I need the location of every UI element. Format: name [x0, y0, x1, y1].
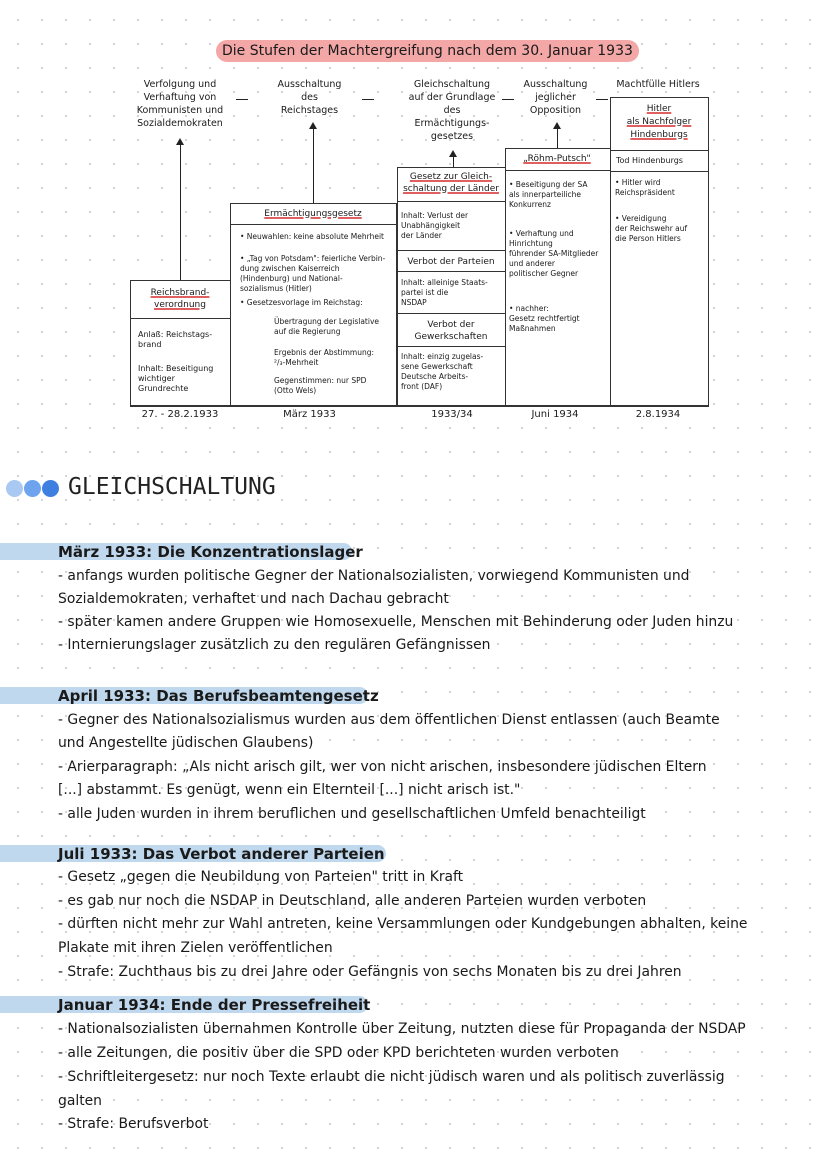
divider — [505, 170, 610, 171]
ermaechtigung-bullet-3: • Gesetzesvorlage im Reichstag: — [240, 298, 363, 307]
ermaechtigung-bullet-2: • „Tag von Potsdam": feierliche Verbin- dung zwischen Kaiserreich (Hindenburg) und National- sozialismus (Hitler) — [240, 254, 386, 293]
divider — [397, 271, 505, 272]
diagram-title: Die Stufen der Machtergreifung nach dem 30. Januar 1933 — [216, 40, 639, 62]
text-line: - Arierparagraph: „Als nicht arisch gilt, wer von nicht arischen, insbesondere jüdischen Eltern — [58, 759, 707, 775]
date-3: 1933/34 — [431, 409, 473, 420]
divider — [230, 224, 396, 225]
text-line: - es gab nur noch die NSDAP in Deutschland, alle anderen Parteien wurden verboten — [58, 893, 647, 909]
ermaechtigung-bullet-1: • Neuwahlen: keine absolute Mehrheit — [240, 232, 384, 241]
text-line: Plakate mit ihren Zielen veröffentlichen — [58, 940, 333, 956]
machtfuelle-bullet-2: • Vereidigung der Reichswehr auf die Person Hitlers — [615, 214, 688, 243]
date-5: 2.8.1934 — [635, 409, 681, 420]
parteienverbot-heading: Verbot der Parteien — [407, 257, 495, 267]
date-2: März 1933 — [283, 409, 336, 420]
top-label-reichstag: Ausschaltung des Reichstages — [277, 79, 342, 116]
divider — [610, 150, 708, 151]
machtfuelle-bullet-1: • Hitler wird Reichspräsident — [615, 178, 675, 197]
text-line: Sozialdemokraten, verhaftet und nach Dachau gebracht — [58, 591, 449, 607]
divider — [397, 250, 505, 251]
reichsbrand-inhalt: Inhalt: Beseitigung wichtiger Grundrechte — [138, 364, 214, 393]
text-line: - dürften nicht mehr zur Wahl antreten, keine Versammlungen oder Kundgebungen abhalten, keine — [58, 916, 748, 932]
text-line: [...] abstammt. Es genügt, wenn ein Elternteil [...] nicht arisch ist." — [58, 782, 521, 798]
arrow-up-icon — [180, 144, 181, 280]
divider — [610, 171, 708, 172]
ermaechtigung-sub-1: Übertragung der Legislative auf die Regierung — [274, 317, 379, 336]
decor-dot-icon — [42, 480, 59, 497]
reichsbrand-anlass: Anlaß: Reichstags- brand — [138, 330, 213, 349]
text-line: - Gesetz „gegen die Neubildung von Parteien" tritt in Kraft — [58, 869, 464, 885]
roehm-bullet-3: • nachher: Gesetz rechtfertigt Maßnahmen — [509, 304, 580, 333]
roehm-heading: „Röhm-Putsch" — [523, 154, 591, 164]
connector-dash — [502, 99, 514, 100]
top-label-machtfuelle: Machtfülle Hitlers — [616, 79, 700, 90]
ermaechtigung-heading: Ermächtigungsgesetz — [264, 209, 362, 219]
gewerkschaften-inhalt: Inhalt: einzig zugelas- sene Gewerkschaft Deutsche Arbeits- front (DAF) — [401, 352, 484, 391]
ermaechtigung-sub-2: Ergebnis der Abstimmung: ²/₃-Mehrheit — [274, 348, 375, 367]
divider — [397, 313, 505, 314]
section-title: März 1933: Die Konzentrationslager — [58, 543, 363, 561]
text-line: - Strafe: Zuchthaus bis zu drei Jahre oder Gefängnis von sechs Monaten bis zu drei Jahren — [58, 964, 682, 980]
roehm-bullet-1: • Beseitigung der SA als innerparteiliche Konkurrenz — [509, 180, 588, 209]
gleichschaltung-heading: Gesetz zur Gleich- schaltung der Länder — [403, 172, 499, 194]
date-4: Juni 1934 — [531, 409, 579, 420]
connector-dash — [596, 99, 608, 100]
timeline-baseline — [130, 405, 708, 406]
text-line: - Internierungslager zusätzlich zu den regulären Gefängnissen — [58, 637, 491, 653]
top-label-verfolgung: Verfolgung und Verhaftung von Kommunisten und Sozialdemokraten — [136, 79, 224, 129]
text-line: galten — [58, 1093, 102, 1109]
text-line: - Gegner des Nationalsozialismus wurden aus dem öffentlichen Dienst entlassen (auch Beamte — [58, 712, 720, 728]
text-line: - später kamen andere Gruppen wie Homosexuelle, Menschen mit Behinderung oder Juden hinzu — [58, 614, 734, 630]
text-line: und Angestellte jüdischen Glaubens) — [58, 735, 314, 751]
connector-dash — [362, 99, 374, 100]
parteienverbot-inhalt: Inhalt: alleinige Staats- partei ist die NSDAP — [401, 278, 488, 307]
text-line: - Schriftleitergesetz: nur noch Texte erlaubt die nicht jüdisch waren und als politisch zuverlässig — [58, 1069, 725, 1085]
text-line: - alle Zeitungen, die positiv über die SPD oder KPD berichteten wurden verboten — [58, 1045, 619, 1061]
divider — [397, 201, 505, 202]
gleichschaltung-inhalt-1: Inhalt: Verlust der Unabhängigkeit der Länder — [401, 211, 469, 240]
ermaechtigung-sub-3: Gegenstimmen: nur SPD (Otto Wels) — [274, 376, 367, 395]
section-title: Juli 1933: Das Verbot anderer Parteien — [58, 845, 385, 863]
decor-dot-icon — [6, 480, 23, 497]
arrow-up-icon — [557, 128, 558, 148]
divider — [397, 346, 505, 347]
date-1: 27. - 28.2.1933 — [141, 409, 219, 420]
tod-hindenburgs: Tod Hindenburgs — [616, 156, 683, 165]
text-line: - Strafe: Berufsverbot — [58, 1116, 209, 1132]
top-label-opposition: Ausschaltung jeglicher Opposition — [523, 79, 588, 116]
decor-dot-icon — [24, 480, 41, 497]
gewerkschaften-heading: Verbot der Gewerkschaften — [414, 320, 488, 342]
reichsbrand-heading: Reichsbrand- verordnung — [150, 288, 210, 310]
section-heading: GLEICHSCHALTUNG — [68, 474, 276, 500]
section-title: Januar 1934: Ende der Pressefreiheit — [58, 996, 371, 1014]
divider — [130, 318, 230, 319]
text-line: - Nationalsozialisten übernahmen Kontrolle über Zeitung, nutzten diese für Propaganda der NSDAP — [58, 1021, 746, 1037]
text-line: - alle Juden wurden in ihrem beruflichen und gesellschaftlichen Umfeld benachteiligt — [58, 806, 646, 822]
top-label-gleichschaltung: Gleichschaltung auf der Grundlage des Ermächtigungs- gesetzes — [408, 79, 496, 142]
arrow-up-icon — [453, 156, 454, 167]
box-machtfuelle — [610, 97, 709, 407]
connector-dash — [236, 99, 248, 100]
roehm-bullet-2: • Verhaftung und Hinrichtung führender SA-Mitglieder und anderer politischer Gegner — [509, 229, 599, 278]
arrow-up-icon — [313, 128, 314, 203]
text-line: - anfangs wurden politische Gegner der Nationalsozialisten, vorwiegend Kommunisten und — [58, 568, 690, 584]
nachfolger-heading: Hitler als Nachfolger Hindenburgs — [626, 104, 692, 140]
section-title: April 1933: Das Berufsbeamtengesetz — [58, 687, 379, 705]
